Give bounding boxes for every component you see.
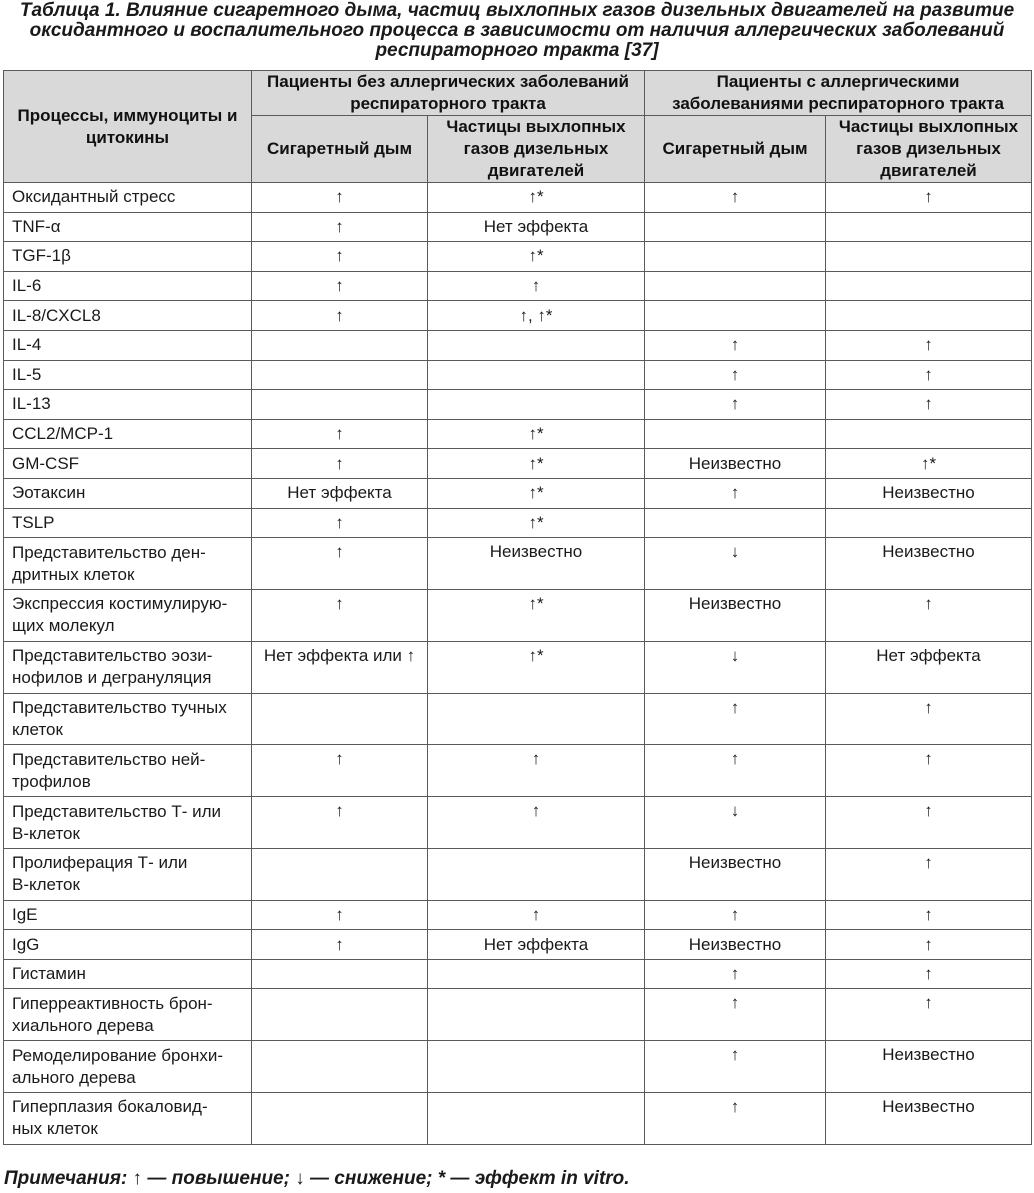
cell-c1 xyxy=(252,989,428,1041)
table-row xyxy=(4,989,1032,1041)
row-label: IgG xyxy=(4,930,252,960)
cell-c1: ↑ xyxy=(252,797,428,849)
cell-c4: ↑ xyxy=(826,900,1032,930)
cell-c2: Нет эффекта xyxy=(428,930,645,960)
table-row xyxy=(4,508,1032,538)
table-row xyxy=(4,1093,1032,1145)
table-row xyxy=(4,212,1032,242)
cell-c2: Неизвестно xyxy=(428,538,645,590)
table-row xyxy=(4,242,1032,272)
header-group-no-allergy: Пациенты без аллергических заболеваний респираторного тракта xyxy=(252,71,645,116)
cell-c3: ↑ xyxy=(645,478,826,508)
cell-c1: ↑ xyxy=(252,589,428,641)
table-body xyxy=(4,183,1032,1145)
table-row xyxy=(4,449,1032,479)
table-row xyxy=(4,848,1032,900)
table-row xyxy=(4,693,1032,745)
cell-c2: Нет эффекта xyxy=(428,212,645,242)
caption-line-2: оксидантного и воспалительного процесса в зависимости от наличия аллергических заболеваний xyxy=(29,20,1005,41)
cell-c3 xyxy=(645,508,826,538)
row-label: Представительство ден- дритных клеток xyxy=(4,538,252,590)
cell-c3: ↓ xyxy=(645,641,826,693)
table-row xyxy=(4,271,1032,301)
row-label: IL-8/CXCL8 xyxy=(4,301,252,331)
cell-c2: ↑* xyxy=(428,242,645,272)
cell-c4 xyxy=(826,419,1032,449)
cell-c1: ↑ xyxy=(252,301,428,331)
row-label: Ремоделирование бронхи- ального дерева xyxy=(4,1041,252,1093)
cell-c4: Неизвестно xyxy=(826,478,1032,508)
cell-c2: ↑ xyxy=(428,797,645,849)
cell-c4: ↑ xyxy=(826,183,1032,213)
table-caption xyxy=(0,0,1034,70)
cell-c3 xyxy=(645,419,826,449)
cell-c3: ↑ xyxy=(645,360,826,390)
cell-c3 xyxy=(645,301,826,331)
cell-c2 xyxy=(428,390,645,420)
cell-c1 xyxy=(252,693,428,745)
row-label: IgE xyxy=(4,900,252,930)
row-label: IL-6 xyxy=(4,271,252,301)
cell-c3: ↑ xyxy=(645,183,826,213)
row-label: Пролиферация Т- или В-клеток xyxy=(4,848,252,900)
cell-c1: ↑ xyxy=(252,271,428,301)
row-label: Гиперреактивность брон- хиального дерева xyxy=(4,989,252,1041)
cell-c4: ↑ xyxy=(826,989,1032,1041)
cell-c4 xyxy=(826,271,1032,301)
header-diesel-allergy: Частицы выхлопных газов дизельных двигателей xyxy=(826,116,1032,183)
cell-c1: ↑ xyxy=(252,508,428,538)
cell-c4: Неизвестно xyxy=(826,1041,1032,1093)
cell-c1: Нет эффекта или ↑ xyxy=(252,641,428,693)
cell-c1 xyxy=(252,390,428,420)
row-label: Оксидантный стресс xyxy=(4,183,252,213)
cell-c1 xyxy=(252,360,428,390)
table-row xyxy=(4,301,1032,331)
row-label: Представительство ней- трофилов xyxy=(4,745,252,797)
down-arrow-icon: ↓ xyxy=(295,1168,305,1189)
cell-c3: ↑ xyxy=(645,745,826,797)
table-row xyxy=(4,589,1032,641)
table-row xyxy=(4,330,1032,360)
table-row xyxy=(4,1041,1032,1093)
caption-line-1: Таблица 1. Влияние сигаретного дыма, частиц выхлопных газов дизельных двигателей на развитие xyxy=(19,0,1015,21)
table-row xyxy=(4,419,1032,449)
cell-c3 xyxy=(645,242,826,272)
cell-c2 xyxy=(428,959,645,989)
header-smoke-allergy: Сигаретный дым xyxy=(645,116,826,183)
caption-line-3: респираторного тракта [37] xyxy=(375,40,659,61)
cell-c4: ↑ xyxy=(826,848,1032,900)
table-note xyxy=(4,1168,630,1190)
table-row xyxy=(4,959,1032,989)
cell-c2: ↑* xyxy=(428,589,645,641)
table-row xyxy=(4,478,1032,508)
cell-c3: Неизвестно xyxy=(645,848,826,900)
cell-c3: ↑ xyxy=(645,989,826,1041)
cell-c2 xyxy=(428,989,645,1041)
cell-c4: Неизвестно xyxy=(826,1093,1032,1145)
cell-c1: ↑ xyxy=(252,212,428,242)
cell-c3: Неизвестно xyxy=(645,930,826,960)
cell-c4: ↑ xyxy=(826,693,1032,745)
cell-c2: ↑* xyxy=(428,478,645,508)
cell-c4: ↑ xyxy=(826,797,1032,849)
cell-c3: ↑ xyxy=(645,693,826,745)
table-row xyxy=(4,900,1032,930)
table-row xyxy=(4,183,1032,213)
cell-c1: ↑ xyxy=(252,449,428,479)
cell-c4: ↑ xyxy=(826,589,1032,641)
cell-c2 xyxy=(428,330,645,360)
header-diesel-no-allergy: Частицы выхлопных газов дизельных двигателей xyxy=(428,116,645,183)
row-label: Гистамин xyxy=(4,959,252,989)
cell-c3: ↑ xyxy=(645,330,826,360)
table-row xyxy=(4,797,1032,849)
cell-c2 xyxy=(428,1093,645,1145)
row-label: Представительство тучных клеток xyxy=(4,693,252,745)
table-row xyxy=(4,538,1032,590)
table-row xyxy=(4,745,1032,797)
cell-c4: ↑ xyxy=(826,745,1032,797)
cell-c3: ↑ xyxy=(645,900,826,930)
cell-c4 xyxy=(826,242,1032,272)
header-smoke-no-allergy: Сигаретный дым xyxy=(252,116,428,183)
cell-c2 xyxy=(428,848,645,900)
row-label: TNF-α xyxy=(4,212,252,242)
row-label: Экспрессия костимулирую- щих молекул xyxy=(4,589,252,641)
cell-c4 xyxy=(826,508,1032,538)
cell-c1: Нет эффекта xyxy=(252,478,428,508)
table-row xyxy=(4,390,1032,420)
row-label: TSLP xyxy=(4,508,252,538)
table-row xyxy=(4,641,1032,693)
cell-c4: Неизвестно xyxy=(826,538,1032,590)
cell-c4: ↑ xyxy=(826,360,1032,390)
cell-c1 xyxy=(252,848,428,900)
cell-c1: ↑ xyxy=(252,183,428,213)
header-processes: Процессы, иммуноциты и цитокины xyxy=(4,71,252,183)
cell-c1: ↑ xyxy=(252,538,428,590)
cell-c3: ↑ xyxy=(645,1041,826,1093)
cell-c1: ↑ xyxy=(252,930,428,960)
cell-c2: ↑* xyxy=(428,508,645,538)
cell-c2: ↑, ↑* xyxy=(428,301,645,331)
header-group-allergy: Пациенты с аллергическими заболеваниями респираторного тракта xyxy=(645,71,1032,116)
note-down-text: — снижение; * — эффект in vitro. xyxy=(304,1168,630,1189)
cell-c4: ↑ xyxy=(826,930,1032,960)
note-prefix: Примечания: xyxy=(4,1168,133,1189)
cell-c2: ↑* xyxy=(428,419,645,449)
cell-c4: Нет эффекта xyxy=(826,641,1032,693)
cell-c4: ↑ xyxy=(826,959,1032,989)
cell-c3: ↓ xyxy=(645,538,826,590)
row-label: CCL2/MCP-1 xyxy=(4,419,252,449)
cell-c4: ↑ xyxy=(826,390,1032,420)
cell-c2: ↑* xyxy=(428,183,645,213)
cell-c4 xyxy=(826,212,1032,242)
cell-c3: Неизвестно xyxy=(645,589,826,641)
cell-c2: ↑ xyxy=(428,745,645,797)
row-label: Эотаксин xyxy=(4,478,252,508)
cell-c2: ↑ xyxy=(428,900,645,930)
table-row xyxy=(4,930,1032,960)
row-label: IL-4 xyxy=(4,330,252,360)
row-label: Представительство Т- или В-клеток xyxy=(4,797,252,849)
cell-c1: ↑ xyxy=(252,745,428,797)
up-arrow-icon: ↑ xyxy=(132,1168,143,1189)
cell-c1: ↑ xyxy=(252,900,428,930)
cell-c1 xyxy=(252,330,428,360)
cell-c1: ↑ xyxy=(252,242,428,272)
cell-c3: ↑ xyxy=(645,390,826,420)
table-row xyxy=(4,360,1032,390)
cell-c1 xyxy=(252,959,428,989)
cell-c3: Неизвестно xyxy=(645,449,826,479)
cell-c2 xyxy=(428,1041,645,1093)
cell-c4: ↑* xyxy=(826,449,1032,479)
cell-c2 xyxy=(428,693,645,745)
cell-c3 xyxy=(645,271,826,301)
cell-c1: ↑ xyxy=(252,419,428,449)
cell-c2 xyxy=(428,360,645,390)
row-label: IL-5 xyxy=(4,360,252,390)
row-label: IL-13 xyxy=(4,390,252,420)
cell-c4: ↑ xyxy=(826,330,1032,360)
row-label: Представительство эози- нофилов и дегрануляция xyxy=(4,641,252,693)
note-up-text: — повышение; xyxy=(142,1168,296,1189)
row-label: Гиперплазия бокаловид- ных клеток xyxy=(4,1093,252,1145)
cell-c4 xyxy=(826,301,1032,331)
cell-c1 xyxy=(252,1093,428,1145)
cell-c3: ↓ xyxy=(645,797,826,849)
cell-c3: ↑ xyxy=(645,959,826,989)
row-label: GM-CSF xyxy=(4,449,252,479)
cell-c2: ↑* xyxy=(428,449,645,479)
cell-c3: ↑ xyxy=(645,1093,826,1145)
cell-c3 xyxy=(645,212,826,242)
cell-c1 xyxy=(252,1041,428,1093)
effects-table xyxy=(3,70,1032,1145)
row-label: TGF-1β xyxy=(4,242,252,272)
cell-c2: ↑ xyxy=(428,271,645,301)
cell-c2: ↑* xyxy=(428,641,645,693)
